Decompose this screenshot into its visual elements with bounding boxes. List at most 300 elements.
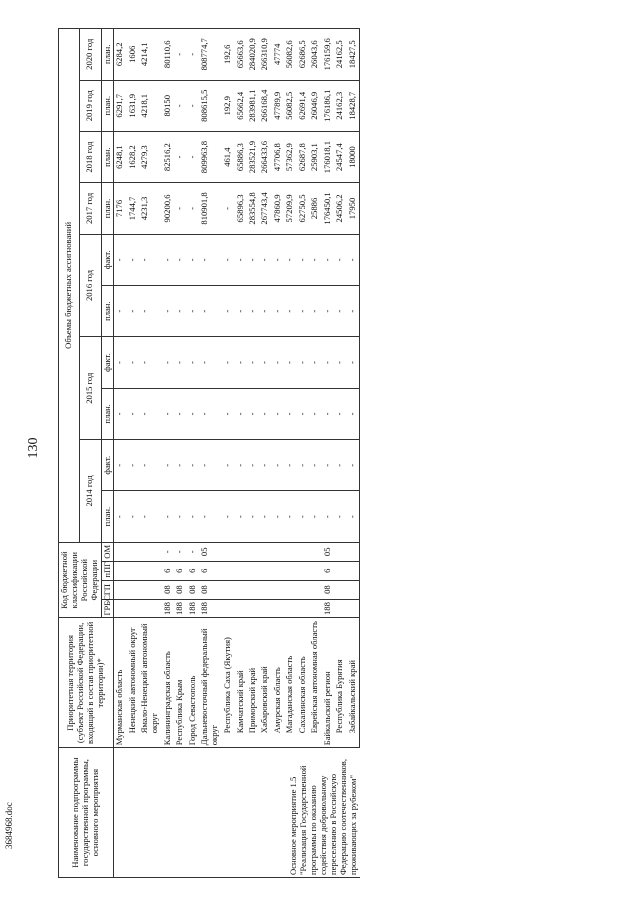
value-cell: 266433,6 xyxy=(259,131,271,182)
value-cell: - xyxy=(309,234,321,285)
value-cell: - xyxy=(187,131,199,182)
value-cell: 6291,7 xyxy=(114,80,127,131)
value-cell: - xyxy=(334,440,346,491)
value-cell: - xyxy=(272,388,284,439)
value-cell: - xyxy=(187,337,199,388)
value-cell: 24547,4 xyxy=(334,131,346,182)
value-cell: 24506,2 xyxy=(334,183,346,234)
value-cell: - xyxy=(322,337,334,388)
code-cell: 6 xyxy=(199,561,222,580)
value-cell: 26046,9 xyxy=(309,80,321,131)
code-cell xyxy=(297,561,309,580)
value-cell: - xyxy=(297,440,309,491)
value-cell: - xyxy=(222,234,234,285)
value-cell: 808615,5 xyxy=(199,80,222,131)
code-cell: 08 xyxy=(162,580,174,599)
value-cell: - xyxy=(127,234,139,285)
value-cell: - xyxy=(174,80,186,131)
code-cell: 188 xyxy=(162,599,174,618)
value-cell: - xyxy=(347,388,360,439)
value-cell: - xyxy=(235,234,247,285)
value-cell: 56082,6 xyxy=(284,29,296,81)
value-cell: 1744,7 xyxy=(127,183,139,234)
value-cell: 57209,9 xyxy=(284,183,296,234)
code-cell xyxy=(247,580,259,599)
code-cell xyxy=(235,542,247,561)
code-cell xyxy=(284,542,296,561)
value-cell: - xyxy=(162,234,174,285)
value-cell: 192,9 xyxy=(222,80,234,131)
value-cell: - xyxy=(247,440,259,491)
code-cell xyxy=(347,542,360,561)
value-cell: - xyxy=(272,286,284,337)
header-fact: факт. xyxy=(101,440,114,491)
value-cell: - xyxy=(199,440,222,491)
value-cell: - xyxy=(187,80,199,131)
value-cell: 266168,4 xyxy=(259,80,271,131)
header-year: 2018 год xyxy=(80,131,101,182)
code-cell: 6 xyxy=(162,561,174,580)
value-cell: 47706,8 xyxy=(272,131,284,182)
value-cell: 267743,4 xyxy=(259,183,271,234)
value-cell: - xyxy=(334,388,346,439)
value-cell: - xyxy=(187,234,199,285)
value-cell: - xyxy=(284,234,296,285)
table-row xyxy=(114,29,127,878)
value-cell: - xyxy=(334,234,346,285)
value-cell: - xyxy=(114,440,127,491)
budget-table xyxy=(58,28,360,878)
code-cell xyxy=(139,580,162,599)
value-cell: 65896,3 xyxy=(235,183,247,234)
value-cell: - xyxy=(174,183,186,234)
value-cell: - xyxy=(347,440,360,491)
value-cell: - xyxy=(247,491,259,542)
territory-name: Республика Крым xyxy=(174,618,186,748)
value-cell: - xyxy=(297,388,309,439)
header-code-col: ОМ xyxy=(101,542,114,561)
value-cell: - xyxy=(309,286,321,337)
value-cell: 1631,9 xyxy=(127,80,139,131)
code-cell: 188 xyxy=(187,599,199,618)
header-year: 2019 год xyxy=(80,80,101,131)
value-cell: - xyxy=(199,286,222,337)
value-cell: - xyxy=(309,440,321,491)
value-cell: 25903,1 xyxy=(309,131,321,182)
header-plan: план. xyxy=(101,286,114,337)
value-cell: - xyxy=(222,183,234,234)
code-cell xyxy=(127,542,139,561)
code-cell xyxy=(259,561,271,580)
value-cell: - xyxy=(139,337,162,388)
code-cell xyxy=(247,542,259,561)
code-cell xyxy=(347,561,360,580)
value-cell: - xyxy=(259,388,271,439)
value-cell: - xyxy=(162,388,174,439)
value-cell: 176159,6 xyxy=(322,29,334,81)
value-cell: - xyxy=(162,440,174,491)
value-cell: - xyxy=(322,440,334,491)
value-cell: - xyxy=(259,440,271,491)
value-cell: 4231,3 xyxy=(139,183,162,234)
territory-name: Амурская область xyxy=(272,618,284,748)
code-cell xyxy=(139,542,162,561)
value-cell: - xyxy=(114,286,127,337)
value-cell: 809963,8 xyxy=(199,131,222,182)
value-cell: - xyxy=(199,234,222,285)
value-cell: 176186,1 xyxy=(322,80,334,131)
code-cell xyxy=(114,561,127,580)
value-cell: - xyxy=(272,491,284,542)
value-cell: - xyxy=(139,491,162,542)
value-cell: 24162,3 xyxy=(334,80,346,131)
territory-name: Сахалинская область xyxy=(297,618,309,748)
value-cell: - xyxy=(297,286,309,337)
value-cell: - xyxy=(322,491,334,542)
code-cell xyxy=(272,542,284,561)
value-cell: - xyxy=(222,286,234,337)
code-cell xyxy=(222,561,234,580)
value-cell: - xyxy=(247,388,259,439)
value-cell: - xyxy=(297,234,309,285)
value-cell: 810901,8 xyxy=(199,183,222,234)
value-cell: 82516,2 xyxy=(162,131,174,182)
value-cell: - xyxy=(247,337,259,388)
territory-name: Хабаровский край xyxy=(259,618,271,748)
territory-name: Город Севастополь xyxy=(187,618,199,748)
value-cell: 17950 xyxy=(347,183,360,234)
value-cell: - xyxy=(162,337,174,388)
value-cell: - xyxy=(174,337,186,388)
code-cell xyxy=(127,561,139,580)
header-plan: план. xyxy=(101,491,114,542)
header-plan: план. xyxy=(101,131,114,182)
value-cell: 80110,6 xyxy=(162,29,174,81)
code-cell xyxy=(222,580,234,599)
value-cell: - xyxy=(347,286,360,337)
value-cell: 47860,9 xyxy=(272,183,284,234)
code-cell: 188 xyxy=(174,599,186,618)
code-cell xyxy=(114,542,127,561)
code-cell xyxy=(139,599,162,618)
code-cell xyxy=(259,542,271,561)
value-cell: - xyxy=(174,440,186,491)
code-cell: - xyxy=(187,542,199,561)
code-cell: 08 xyxy=(187,580,199,599)
territory-name: Байкальский регион xyxy=(322,618,334,748)
code-cell: - xyxy=(174,542,186,561)
code-cell xyxy=(127,599,139,618)
territory-name: Еврейская автономная область xyxy=(309,618,321,748)
budget-table-container xyxy=(58,28,633,878)
value-cell: - xyxy=(187,440,199,491)
value-cell: 18428,7 xyxy=(347,80,360,131)
value-cell: - xyxy=(235,440,247,491)
value-cell: - xyxy=(174,491,186,542)
header-volumes: Объемы бюджетных ассигнований xyxy=(59,29,80,543)
code-cell: 08 xyxy=(174,580,186,599)
value-cell: - xyxy=(247,286,259,337)
value-cell: - xyxy=(284,388,296,439)
value-cell: - xyxy=(114,234,127,285)
code-cell xyxy=(247,599,259,618)
code-cell xyxy=(139,561,162,580)
code-cell xyxy=(347,599,360,618)
value-cell: 192,6 xyxy=(222,29,234,81)
value-cell: - xyxy=(127,286,139,337)
code-cell: 08 xyxy=(322,580,334,599)
value-cell: 25886 xyxy=(309,183,321,234)
value-cell: 90200,6 xyxy=(162,183,174,234)
header-plan: план. xyxy=(101,183,114,234)
code-cell xyxy=(222,542,234,561)
value-cell: 26043,6 xyxy=(309,29,321,81)
value-cell: 7176 xyxy=(114,183,127,234)
value-cell: - xyxy=(309,337,321,388)
code-cell xyxy=(284,599,296,618)
value-cell: - xyxy=(127,337,139,388)
value-cell: - xyxy=(127,440,139,491)
code-cell: 6 xyxy=(322,561,334,580)
value-cell: - xyxy=(272,337,284,388)
code-cell: 05 xyxy=(199,542,222,561)
territory-name: Мурманская область xyxy=(114,618,127,748)
value-cell: 24162,5 xyxy=(334,29,346,81)
value-cell: 6284,2 xyxy=(114,29,127,81)
code-cell: 6 xyxy=(187,561,199,580)
value-cell: 57362,9 xyxy=(284,131,296,182)
value-cell: 1628,2 xyxy=(127,131,139,182)
value-cell: 65663,6 xyxy=(235,29,247,81)
code-cell xyxy=(235,580,247,599)
value-cell: - xyxy=(127,491,139,542)
header-code-col: ГРБС xyxy=(101,599,114,618)
value-cell: - xyxy=(139,234,162,285)
value-cell: - xyxy=(297,337,309,388)
code-cell xyxy=(309,599,321,618)
header-fact: факт. xyxy=(101,337,114,388)
territory-name: Ямало-Ненецкий автономный округ xyxy=(139,618,162,748)
code-cell xyxy=(347,580,360,599)
value-cell: 62691,4 xyxy=(297,80,309,131)
value-cell: - xyxy=(114,491,127,542)
value-cell: - xyxy=(187,183,199,234)
value-cell: - xyxy=(162,286,174,337)
header-year: 2020 год xyxy=(80,29,101,81)
header-year: 2014 год xyxy=(80,440,101,543)
value-cell: - xyxy=(322,388,334,439)
territory-name: Магаданская область xyxy=(284,618,296,748)
value-cell: - xyxy=(127,388,139,439)
code-cell xyxy=(114,599,127,618)
value-cell: - xyxy=(259,234,271,285)
header-budget-code: Код бюджетной классификации Российской Федерации xyxy=(59,542,102,618)
value-cell: 6248,1 xyxy=(114,131,127,182)
code-cell xyxy=(297,542,309,561)
value-cell: - xyxy=(235,286,247,337)
value-cell: 4279,3 xyxy=(139,131,162,182)
code-cell xyxy=(334,580,346,599)
code-cell xyxy=(309,561,321,580)
header-code-col: ГП xyxy=(101,580,114,599)
territory-name: Забайкальский край xyxy=(347,618,360,748)
code-cell xyxy=(284,580,296,599)
code-cell xyxy=(127,580,139,599)
value-cell: - xyxy=(309,388,321,439)
value-cell: - xyxy=(139,286,162,337)
value-cell: - xyxy=(187,388,199,439)
value-cell: 176018,1 xyxy=(322,131,334,182)
code-cell: 188 xyxy=(322,599,334,618)
measure-cell xyxy=(114,748,360,878)
measure-text: Основное мероприятие 1.5 "Реализация Государственной программы по оказанию содействия добровольному переселению в Российскую Федерацию соотечественников, проживающих за рубежом" xyxy=(288,759,358,875)
code-cell xyxy=(235,561,247,580)
value-cell: - xyxy=(347,491,360,542)
value-cell: 283521,9 xyxy=(247,131,259,182)
value-cell: - xyxy=(322,286,334,337)
code-cell xyxy=(272,580,284,599)
value-cell: 4214,1 xyxy=(139,29,162,81)
value-cell: - xyxy=(174,234,186,285)
header-plan: план. xyxy=(101,80,114,131)
value-cell: - xyxy=(334,337,346,388)
value-cell: - xyxy=(297,491,309,542)
value-cell: - xyxy=(222,491,234,542)
value-cell: - xyxy=(247,234,259,285)
territory-name: Республика Саха (Якутия) xyxy=(222,618,234,748)
value-cell: - xyxy=(114,388,127,439)
value-cell: 283554,8 xyxy=(247,183,259,234)
value-cell: - xyxy=(187,491,199,542)
code-cell xyxy=(309,542,321,561)
value-cell: - xyxy=(347,337,360,388)
value-cell: 18427,5 xyxy=(347,29,360,81)
value-cell: 47789,9 xyxy=(272,80,284,131)
value-cell: 65886,3 xyxy=(235,131,247,182)
value-cell: - xyxy=(199,491,222,542)
value-cell: 283981,1 xyxy=(247,80,259,131)
value-cell: - xyxy=(272,234,284,285)
value-cell: 1606 xyxy=(127,29,139,81)
territory-name: Дальневосточный федеральный округ xyxy=(199,618,222,748)
code-cell: 188 xyxy=(199,599,222,618)
value-cell: 56082,5 xyxy=(284,80,296,131)
value-cell: - xyxy=(235,491,247,542)
value-cell: - xyxy=(235,337,247,388)
code-cell xyxy=(272,599,284,618)
value-cell: 808774,7 xyxy=(199,29,222,81)
value-cell: - xyxy=(139,388,162,439)
value-cell: 80150 xyxy=(162,80,174,131)
header-territory: Приоритетная территория (субъект Российской Федерации, входящий в состав приоритетной территории)* xyxy=(59,618,114,748)
value-cell: - xyxy=(284,337,296,388)
value-cell: 62687,8 xyxy=(297,131,309,182)
header-year: 2015 год xyxy=(80,337,101,440)
code-cell xyxy=(272,561,284,580)
code-cell xyxy=(259,599,271,618)
code-cell xyxy=(247,561,259,580)
document-code: 3684968.doc xyxy=(4,802,14,849)
value-cell: - xyxy=(174,388,186,439)
value-cell: - xyxy=(187,29,199,81)
value-cell: - xyxy=(174,131,186,182)
value-cell: - xyxy=(139,440,162,491)
value-cell: 461,4 xyxy=(222,131,234,182)
value-cell: 47774 xyxy=(272,29,284,81)
value-cell: - xyxy=(284,491,296,542)
code-cell xyxy=(284,561,296,580)
value-cell: 176450,1 xyxy=(322,183,334,234)
value-cell: - xyxy=(222,337,234,388)
code-cell xyxy=(235,599,247,618)
header-fact: факт. xyxy=(101,234,114,285)
code-cell xyxy=(222,599,234,618)
header-program: Наименование подпрограммы государственной программы, основного мероприятия xyxy=(59,748,114,878)
value-cell: 65662,4 xyxy=(235,80,247,131)
value-cell: - xyxy=(259,286,271,337)
value-cell: 18000 xyxy=(347,131,360,182)
code-cell xyxy=(334,542,346,561)
value-cell: 4218,1 xyxy=(139,80,162,131)
value-cell: 62686,5 xyxy=(297,29,309,81)
code-cell xyxy=(297,599,309,618)
header-year: 2016 год xyxy=(80,234,101,337)
value-cell: - xyxy=(309,491,321,542)
header-code-col: пПГ xyxy=(101,561,114,580)
territory-name: Ненецкий автономный округ xyxy=(127,618,139,748)
header-plan: план. xyxy=(101,29,114,81)
value-cell: - xyxy=(222,440,234,491)
value-cell: 62750,5 xyxy=(297,183,309,234)
territory-name: Приморский край xyxy=(247,618,259,748)
code-cell xyxy=(259,580,271,599)
value-cell: - xyxy=(272,440,284,491)
value-cell: - xyxy=(334,286,346,337)
page-number: 130 xyxy=(26,437,41,459)
code-cell: 6 xyxy=(174,561,186,580)
value-cell: 284020,9 xyxy=(247,29,259,81)
territory-name: Камчатский край xyxy=(235,618,247,748)
value-cell: - xyxy=(162,491,174,542)
code-cell xyxy=(297,580,309,599)
value-cell: - xyxy=(114,337,127,388)
value-cell: - xyxy=(174,29,186,81)
territory-name: Республика Бурятия xyxy=(334,618,346,748)
code-cell xyxy=(334,561,346,580)
value-cell: - xyxy=(334,491,346,542)
code-cell xyxy=(114,580,127,599)
value-cell: - xyxy=(174,286,186,337)
value-cell: - xyxy=(222,388,234,439)
territory-name: Калининградская область xyxy=(162,618,174,748)
value-cell: - xyxy=(199,337,222,388)
code-cell: 08 xyxy=(199,580,222,599)
value-cell: - xyxy=(259,491,271,542)
code-cell: - xyxy=(162,542,174,561)
code-cell xyxy=(334,599,346,618)
value-cell: - xyxy=(199,388,222,439)
value-cell: - xyxy=(187,286,199,337)
code-cell xyxy=(309,580,321,599)
value-cell: - xyxy=(259,337,271,388)
value-cell: - xyxy=(235,388,247,439)
header-plan: план. xyxy=(101,388,114,439)
header-year: 2017 год xyxy=(80,183,101,234)
value-cell: - xyxy=(284,286,296,337)
code-cell: 05 xyxy=(322,542,334,561)
value-cell: - xyxy=(347,234,360,285)
value-cell: - xyxy=(322,234,334,285)
